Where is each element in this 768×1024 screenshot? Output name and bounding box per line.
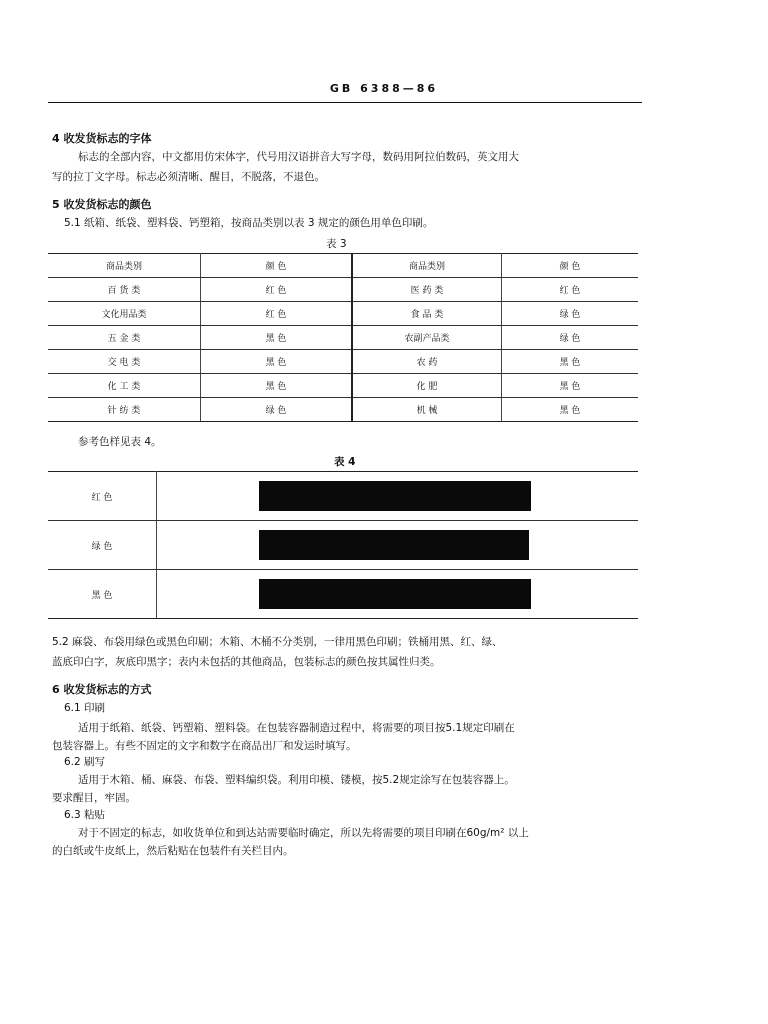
table-row (48, 398, 638, 422)
color-swatch (259, 481, 531, 511)
table-row (48, 570, 638, 619)
table-cell: 五 金 类 (48, 326, 201, 350)
color-swatch (259, 579, 531, 609)
color-swatch (259, 530, 529, 560)
section-6-1-title: 6.1 印刷 (64, 702, 106, 714)
table-header-cell: 商品类别 (352, 254, 502, 278)
table-row (48, 374, 638, 398)
section-6-3-title: 6.3 粘贴 (64, 809, 106, 821)
table-3 (48, 253, 638, 422)
table-row (48, 326, 638, 350)
table-cell: 绿 色 (502, 326, 639, 350)
table-row (48, 350, 638, 374)
table-cell: 交 电 类 (48, 350, 201, 374)
section-6-2-line-1: 适用于木箱、桶、麻袋、布袋、塑料编织袋。利用印模、镂模，按5.2规定涂写在包装容器上。 (78, 774, 515, 786)
table-4 (48, 471, 638, 619)
section-5-1-text: 5.1 纸箱、纸袋、塑料袋、钙塑箱，按商品类别以表 3 规定的颜色用单色印刷。 (64, 217, 434, 229)
table-cell: 黑 色 (201, 350, 353, 374)
section-5-heading: 5 收发货标志的颜色 (52, 198, 152, 211)
table-header-cell: 颜 色 (201, 254, 353, 278)
standard-code: GB 6388—86 (329, 82, 439, 95)
section-5-2-line-1: 5.2 麻袋、布袋用绿色或黑色印刷；木箱、木桶不分类别，一律用黑色印刷；铁桶用黑、红、绿、 (52, 636, 503, 648)
section-5-2-line-2: 蓝底印白字，灰底印黑字；表内未包括的其他商品，包装标志的颜色按其属性归类。 (52, 656, 441, 668)
table-header-cell: 商品类别 (48, 254, 201, 278)
table-cell: 文化用品类 (48, 302, 201, 326)
table-cell: 黑 色 (502, 374, 639, 398)
section-6-1-line-1: 适用于纸箱、纸袋、钙塑箱、塑料袋。在包装容器制造过程中，将需要的项目按5.1规定印刷在 (78, 722, 515, 734)
table-row (48, 302, 638, 326)
table-cell: 百 货 类 (48, 278, 201, 302)
table-cell: 绿 色 (502, 302, 639, 326)
swatch-cell (157, 570, 639, 619)
table-cell: 化 工 类 (48, 374, 201, 398)
table-header-cell: 颜 色 (502, 254, 639, 278)
table-cell: 针 纺 类 (48, 398, 201, 422)
table-row (48, 254, 638, 278)
swatch-cell (157, 521, 639, 570)
table-cell: 黑 色 (201, 326, 353, 350)
color-label: 红 色 (48, 472, 157, 521)
table-row (48, 278, 638, 302)
table-cell: 食 品 类 (352, 302, 502, 326)
table-cell: 红 色 (502, 278, 639, 302)
section-4-line-1: 标志的全部内容，中文都用仿宋体字，代号用汉语拼音大写字母，数码用阿拉伯数码，英文用大 (78, 151, 519, 163)
table-cell: 红 色 (201, 278, 353, 302)
table-cell: 农副产品类 (352, 326, 502, 350)
section-6-3-line-2: 的白纸或牛皮纸上，然后粘贴在包装件有关栏目内。 (52, 845, 294, 857)
table-cell: 黑 色 (502, 398, 639, 422)
table-cell: 黑 色 (201, 374, 353, 398)
reference-note: 参考色样见表 4。 (78, 436, 162, 448)
section-6-2-line-2: 要求醒目，牢固。 (52, 792, 136, 804)
table-3-title: 表 3 (326, 238, 347, 250)
section-6-3-line-1: 对于不固定的标志，如收货单位和到达站需要临时确定，所以先将需要的项目印刷在60g/m² 以上 (78, 827, 529, 839)
color-label: 黑 色 (48, 570, 157, 619)
table-cell: 绿 色 (201, 398, 353, 422)
section-6-heading: 6 收发货标志的方式 (52, 683, 152, 696)
table-cell: 机 械 (352, 398, 502, 422)
table-cell: 黑 色 (502, 350, 639, 374)
header-divider (48, 102, 642, 103)
table-cell: 红 色 (201, 302, 353, 326)
table-4-title: 表 4 (334, 456, 356, 468)
section-6-1-line-2: 包装容器上。有些不固定的文字和数字在商品出厂和发运时填写。 (52, 740, 357, 752)
section-4-line-2: 写的拉丁文字母。标志必须清晰、醒目，不脱落，不退色。 (52, 171, 325, 183)
color-label: 绿 色 (48, 521, 157, 570)
table-cell: 农 药 (352, 350, 502, 374)
swatch-cell (157, 472, 639, 521)
table-cell: 化 肥 (352, 374, 502, 398)
section-6-2-title: 6.2 刷写 (64, 756, 106, 768)
section-4-heading: 4 收发货标志的字体 (52, 132, 152, 145)
table-cell: 医 药 类 (352, 278, 502, 302)
table-row (48, 521, 638, 570)
table-row (48, 472, 638, 521)
